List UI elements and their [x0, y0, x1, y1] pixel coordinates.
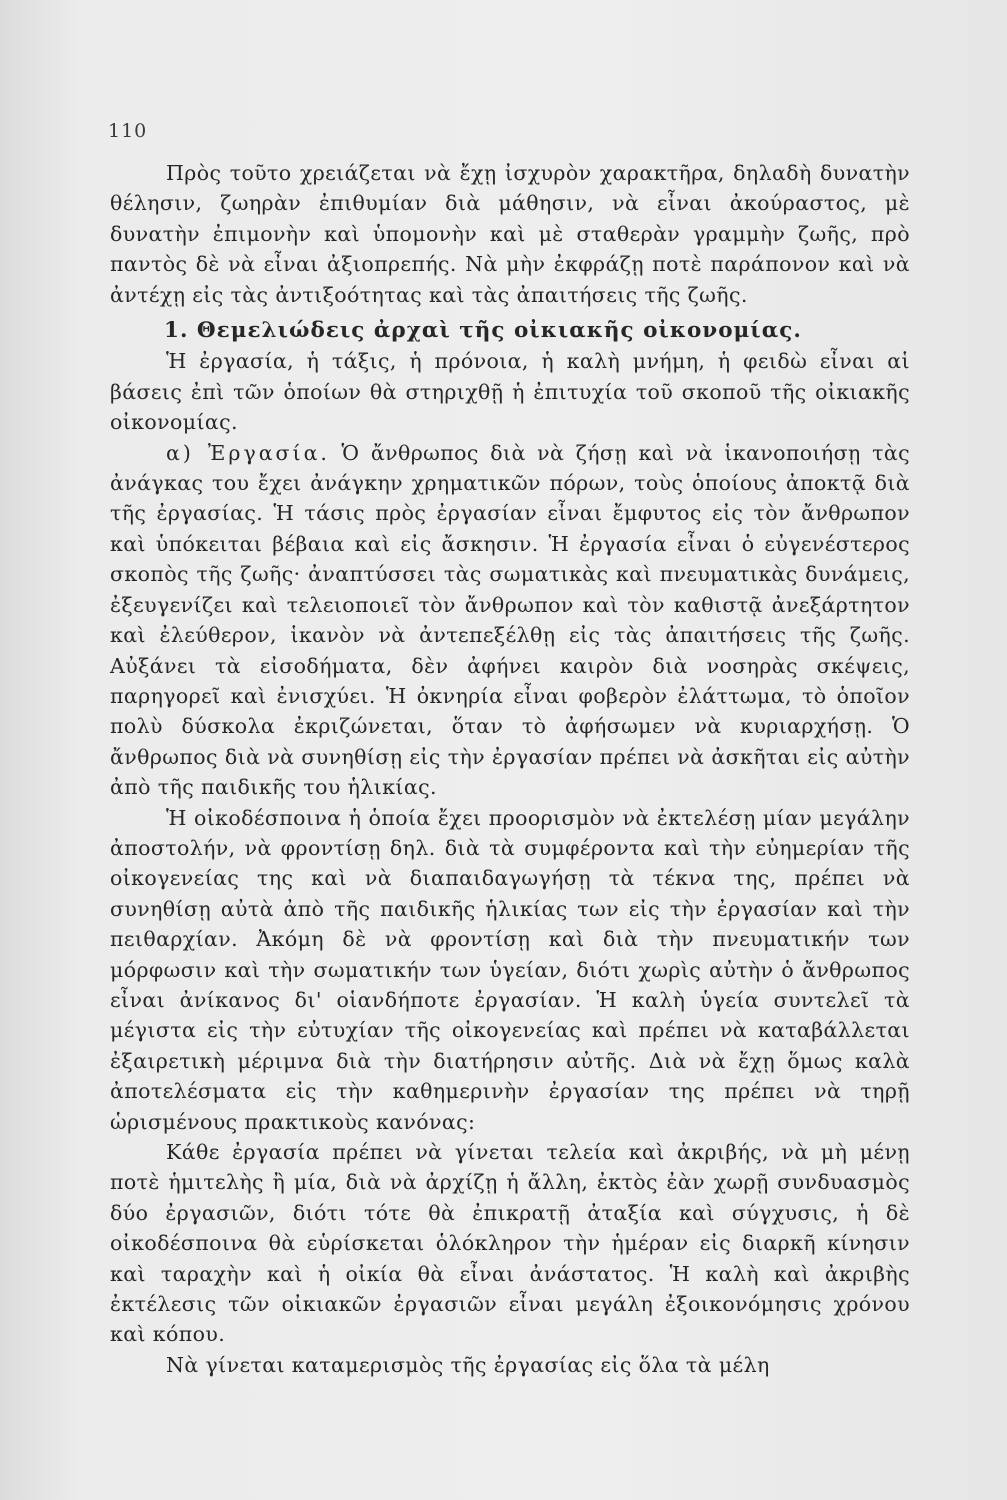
- paragraph-work: [110, 438, 910, 803]
- section-heading: 1. Θεμελιώδεις ἀρχαὶ τῆς οἰκιακῆς οἰκονομίας.: [164, 318, 802, 344]
- page-number: 110: [108, 120, 148, 142]
- paragraph-rule-1: Κάθε ἐργασία πρέπει νὰ γίνεται τελεία καὶ ἀκριβής, νὰ μὴ μένῃ ποτὲ ἡμιτελὴς ἢ μία, διὰ νὰ ἀρχίζῃ ἡ ἄλλη, ἐκτὸς ἐὰν χωρῇ συνδυασμὸς δύο ἐργασιῶν, διότι τότε θὰ ἐπικρατῇ ἀταξία καὶ σύγχυσις, ἡ δὲ οἰκοδέσποινα θὰ εὑρίσκεται ὁλόκληρον τὴν ἡμέραν εἰς διαρκῆ κίνησιν καὶ ταραχὴν καὶ ἡ οἰκία θὰ εἶναι ἀνάστατος. Ἡ καλὴ καὶ ἀκριβὴς ἐκτέλεσις τῶν οἰκιακῶν ἐργασιῶν εἶναι μεγάλη ἐξοικονόμησις χρόνου καὶ κόπου.: [110, 1140, 910, 1347]
- paragraph-principles: Ἡ ἐργασία, ἡ τάξις, ἡ πρόνοια, ἡ καλὴ μνήμη, ἡ φειδὼ εἶναι αἱ βάσεις ἐπὶ τῶν ὁποίων θὰ στηριχθῇ ἡ ἐπιτυχία τοῦ σκοποῦ τῆς οἰκιακῆς οἰκονομίας.: [110, 349, 910, 435]
- paragraph-housewife: Ἡ οἰκοδέσποινα ἡ ὁποία ἔχει προορισμὸν νὰ ἐκτελέσῃ μίαν μεγάλην ἀποστολήν, νὰ φροντίσῃ δηλ. διὰ τὰ συμφέροντα καὶ τὴν εὐημερίαν τῆς οἰκογενείας της καὶ νὰ διαπαιδαγωγήσῃ τὰ τέκνα της, πρέπει νὰ συνηθίσῃ αὐτὰ ἀπὸ τῆς παιδικῆς ἡλικίας των εἰς τὴν ἐργασίαν καὶ τὴν πειθαρχίαν. Ἀκόμη δὲ νὰ φροντίσῃ καὶ διὰ τὴν πνευματικήν των μόρφωσιν καὶ τὴν σωματικήν των ὑγείαν, διότι χωρὶς αὐτὴν ὁ ἄνθρωπος εἶναι ἀνίκανος δι' οἱανδήποτε ἐργασίαν. Ἡ καλὴ ὑγεία συντελεῖ τὰ μέγιστα εἰς τὴν εὐτυχίαν τῆς οἰκογενείας καὶ πρέπει νὰ καταβάλλεται ἐξαιρετικὴ μέριμνα διὰ τὴν διατήρησιν αὐτῆς. Διὰ νὰ ἔχῃ ὅμως καλὰ ἀποτελέσματα εἰς τὴν καθημερινὴν ἐργασίαν της πρέπει νὰ τηρῇ ὡρισμένους πρακτικοὺς κανόνας:: [110, 805, 910, 1134]
- subsection-label: α) Ἐργασία.: [166, 440, 330, 465]
- body-text: [110, 158, 910, 1380]
- paragraph-work-text: Ὁ ἄνθρωπος διὰ νὰ ζήσῃ καὶ νὰ ἱκανοποιήσῃ τὰς ἀνάγκας του ἔχει ἀνάγκην χρηματικῶν πόρων, τοὺς ὁποίους ἀποκτᾷ διὰ τῆς ἐργασίας. Ἡ τάσις πρὸς ἐργασίαν εἶναι ἔμφυτος εἰς τὸν ἄνθρωπον καὶ ὑπόκειται βέβαια καὶ εἰς ἄσκησιν. Ἡ ἐργασία εἶναι ὁ εὐγενέστερος σκοπὸς τῆς ζωῆς· ἀναπτύσσει τὰς σωματικὰς καὶ πνευματικὰς δυνάμεις, ἐξευγενίζει καὶ τελειοποιεῖ τὸν ἄνθρωπον καὶ τὸν καθιστᾷ ἀνεξάρτητον καὶ ἐλεύθερον, ἱκανὸν νὰ ἀντεπεξέλθῃ εἰς τὰς ἀπαιτήσεις τῆς ζωῆς. Αὐξάνει τὰ εἰσοδήματα, δὲν ἀφήνει καιρὸν διὰ νοσηρὰς σκέψεις, παρηγορεῖ καὶ ἐνισχύει. Ἡ ὀκνηρία εἶναι φοβερὸν ἐλάττωμα, τὸ ὁποῖον πολὺ δύσκολα ἐκριζώνεται, ὅταν τὸ ἀφήσωμεν νὰ κυριαρχήσῃ. Ὁ ἄνθρωπος διὰ νὰ συνηθίσῃ εἰς τὴν ἐργασίαν πρέπει νὰ ἀσκῆται εἰς αὐτὴν ἀπὸ τῆς παιδικῆς του ἡλικίας.: [110, 440, 911, 800]
- paragraph-intro: Πρὸς τοῦτο χρειάζεται νὰ ἔχῃ ἰσχυρὸν χαρακτῆρα, δηλαδὴ δυνατὴν θέλησιν, ζωηρὰν ἐπιθυμίαν διὰ μάθησιν, νὰ εἶναι ἀκούραστος, μὲ δυνατὴν ἐπιμονὴν καὶ ὑπομονὴν καὶ μὲ σταθερὰν γραμμὴν ζωῆς, πρὸ παντὸς δὲ νὰ εἶναι ἀξιοπρεπής. Νὰ μὴν ἐκφράζῃ ποτὲ παράπονον καὶ νὰ ἀντέχῃ εἰς τὰς ἀντιξοότητας καὶ τὰς ἀπαιτήσεις τῆς ζωῆς.: [110, 161, 910, 307]
- paragraph-rule-2: Νὰ γίνεται καταμερισμὸς τῆς ἐργασίας εἰς ὅλα τὰ μέλη: [166, 1352, 770, 1377]
